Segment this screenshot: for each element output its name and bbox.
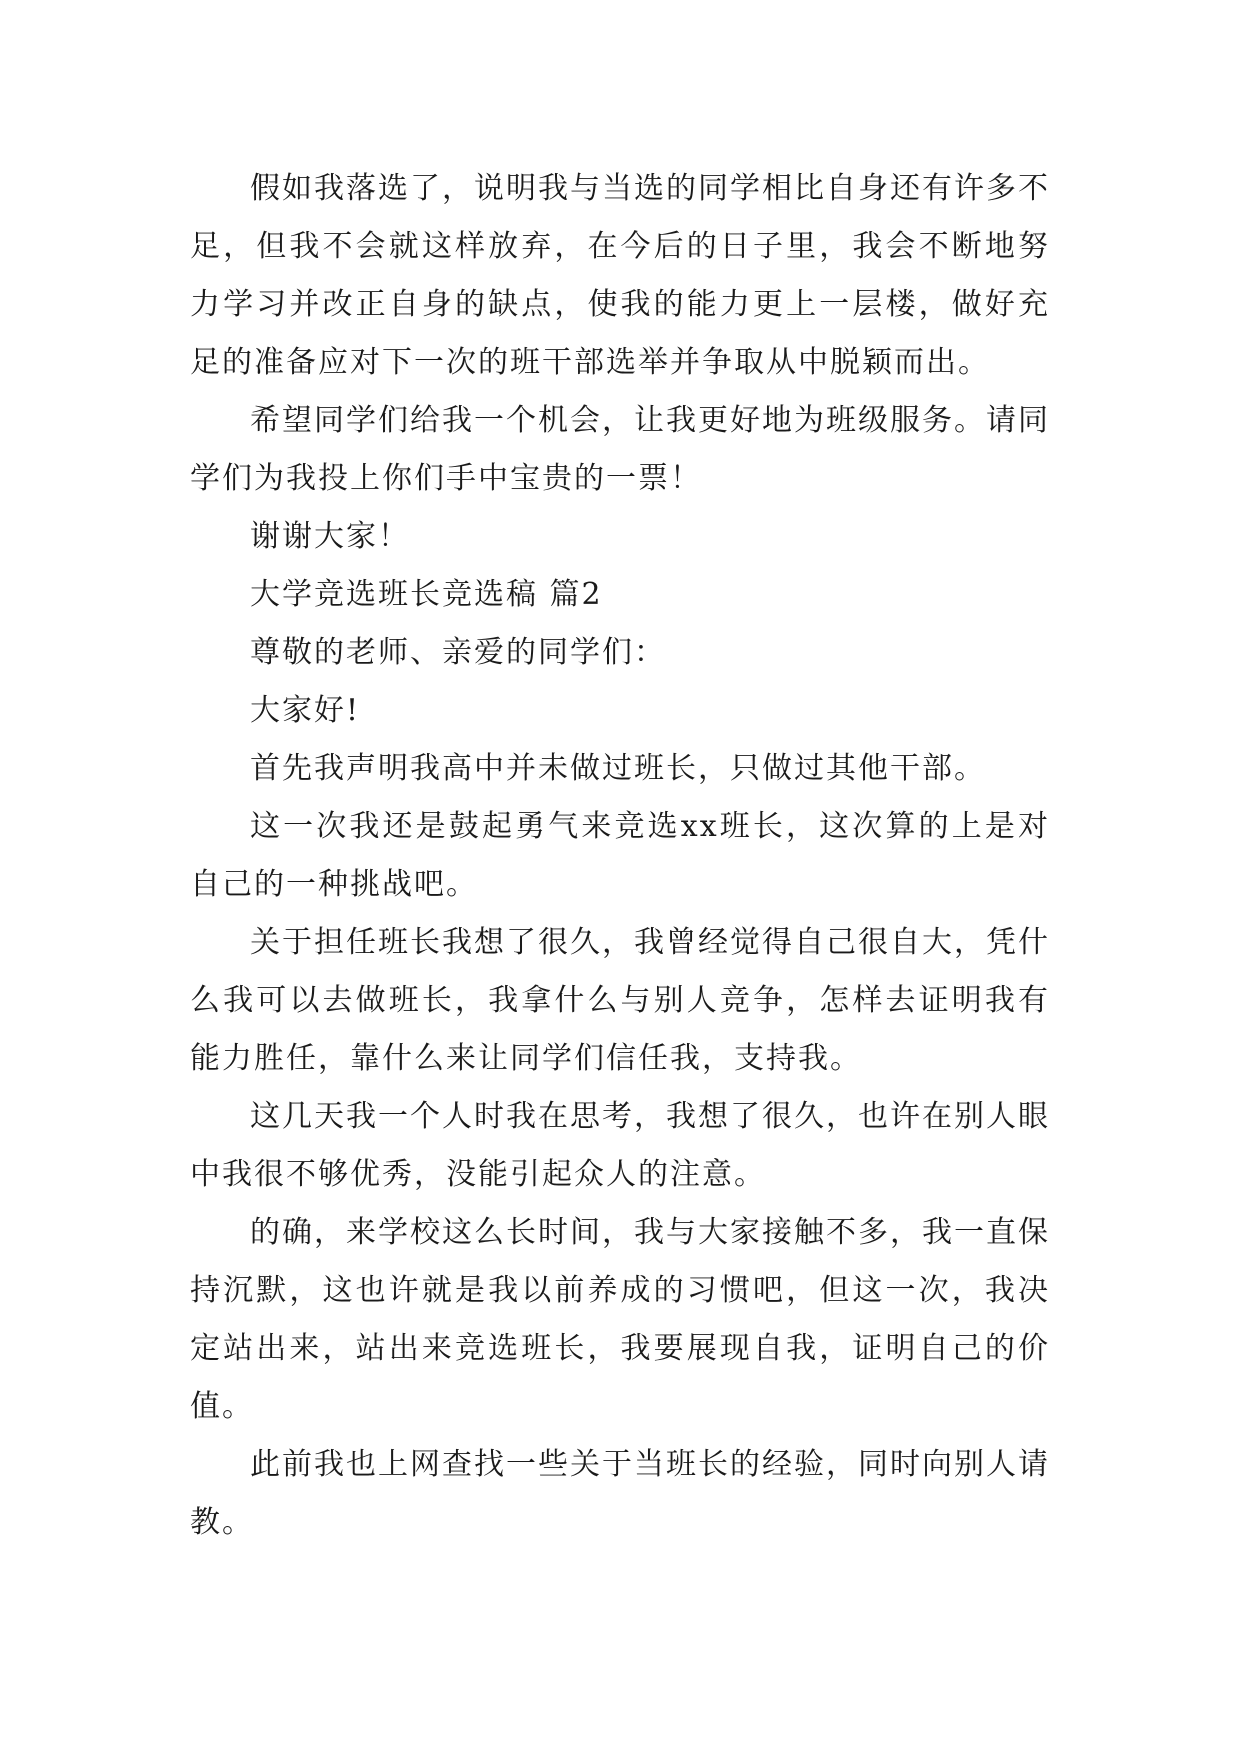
paragraph-preparation: 此前我也上网查找一些关于当班长的经验，同时向别人请教。 — [190, 1447, 1050, 1540]
greeting: 大家好! — [250, 693, 361, 728]
salutation: 尊敬的老师、亲爱的同学们： — [250, 635, 666, 670]
paragraph-vote-request: 希望同学们给我一个机会，让我更好地为班级服务。请同学们为我投上你们手中宝贵的一票！ — [190, 403, 1050, 496]
paragraph-thanks: 谢谢大家！ — [250, 519, 410, 554]
paragraph-declaration: 首先我声明我高中并未做过班长，只做过其他干部。 — [250, 751, 986, 786]
section-heading: 大学竞选班长竞选稿 篇2 — [250, 577, 603, 612]
document-body — [190, 160, 1050, 1552]
paragraph-defeat-response: 假如我落选了，说明我与当选的同学相比自身还有许多不足，但我不会就这样放弃，在今后的日子里，我会不断地努力学习并改正自身的缺点，使我的能力更上一层楼，做好充足的准备应对下一次的班干部选举并争取从中脱颖而出。 — [190, 171, 1050, 380]
paragraph-decision: 的确，来学校这么长时间，我与大家接触不多，我一直保持沉默，这也许就是我以前养成的习惯吧，但这一次，我决定站出来，站出来竞选班长，我要展现自我，证明自己的价值。 — [190, 1215, 1050, 1424]
paragraph-challenge: 这一次我还是鼓起勇气来竞选xx班长，这次算的上是对自己的一种挑战吧。 — [190, 809, 1050, 902]
paragraph-reflection: 关于担任班长我想了很久，我曾经觉得自己很自大，凭什么我可以去做班长，我拿什么与别人竞争，怎样去证明我有能力胜任，靠什么来让同学们信任我，支持我。 — [190, 925, 1050, 1076]
paragraph-thinking: 这几天我一个人时我在思考，我想了很久，也许在别人眼中我很不够优秀，没能引起众人的注意。 — [190, 1099, 1050, 1192]
